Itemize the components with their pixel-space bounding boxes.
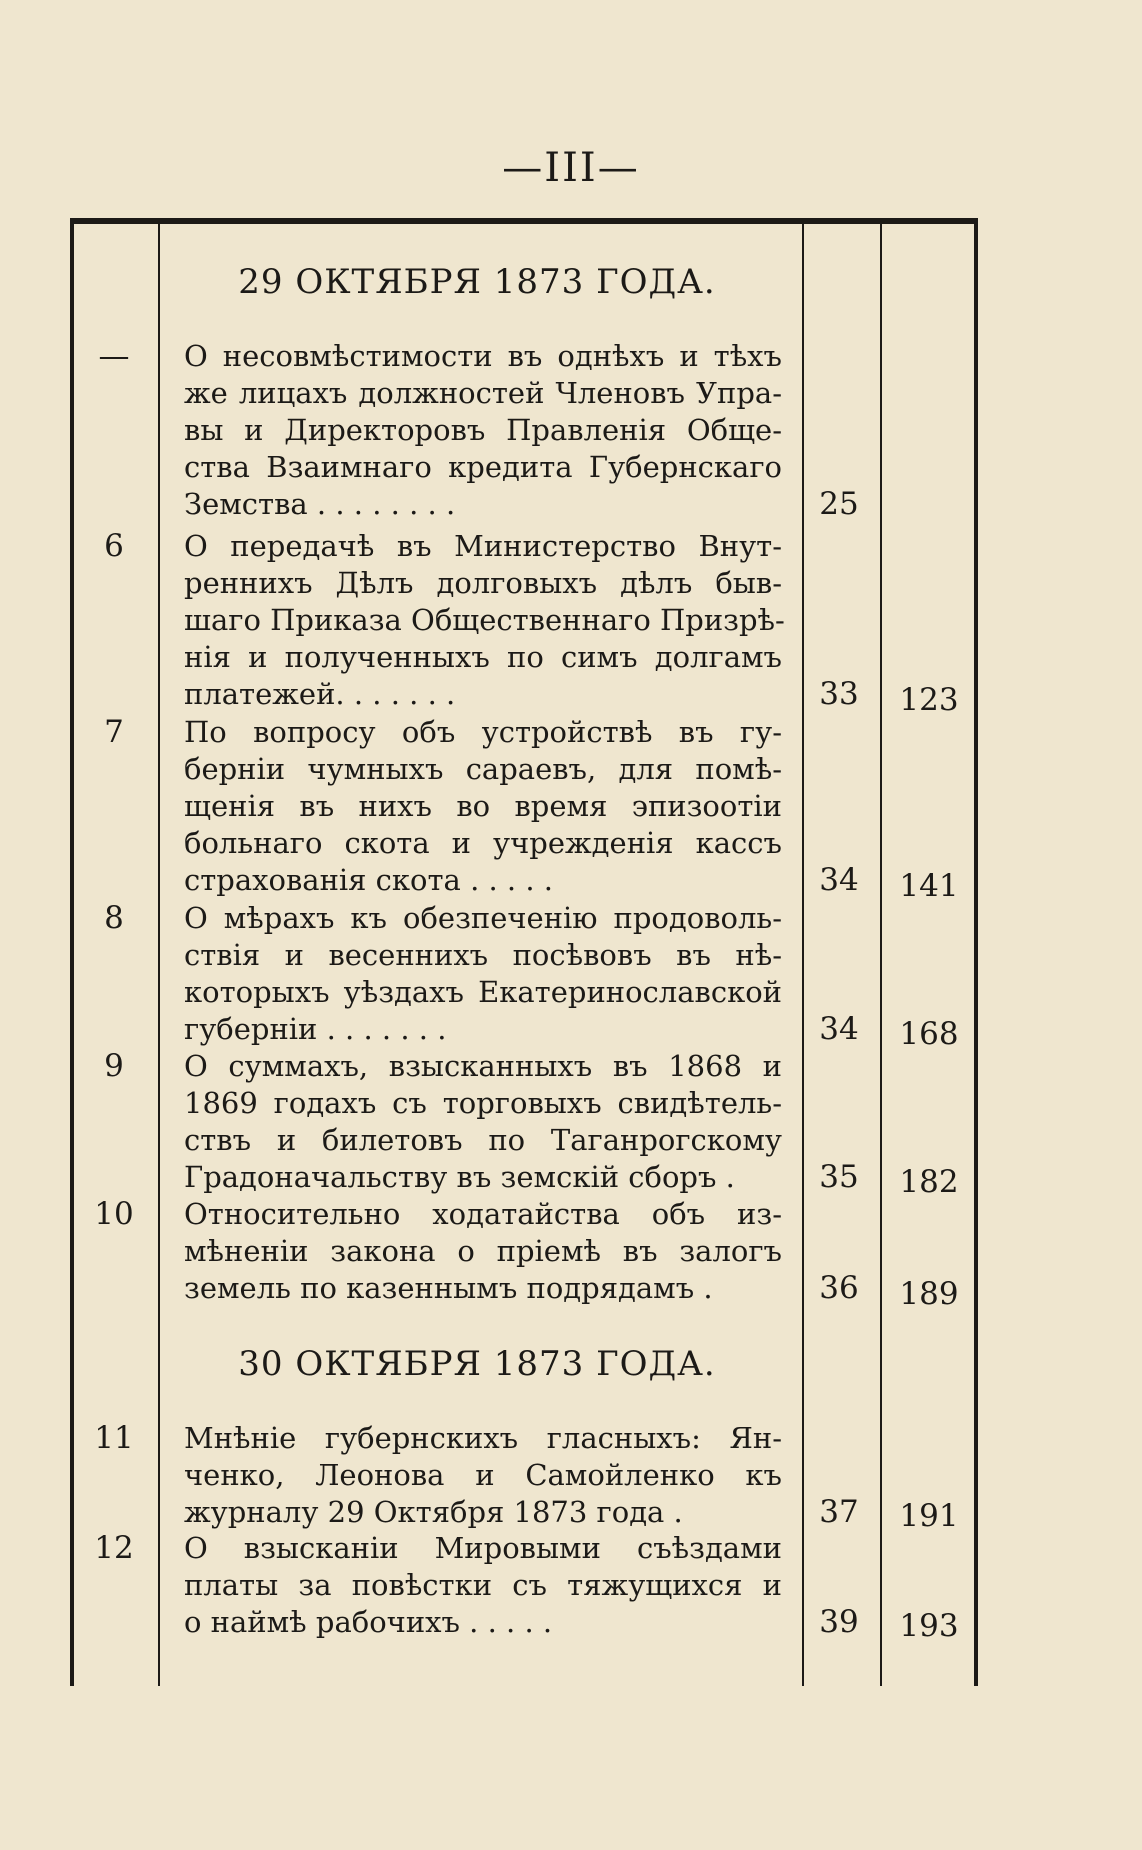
entry-line: платы за повѣстки съ тяжущихся и bbox=[184, 1568, 782, 1602]
entry-line: О несовмѣстимости въ однѣхъ и тѣхъ bbox=[184, 339, 782, 373]
entry-page2: 168 bbox=[899, 1016, 959, 1052]
entry-line: нія и полученныхъ по симъ долгамъ bbox=[184, 640, 782, 674]
entry-line: О суммахъ, взысканныхъ въ 1868 и bbox=[184, 1049, 782, 1083]
entry-line: 1869 годахъ съ торговыхъ свидѣтель- bbox=[184, 1086, 782, 1120]
section-heading-1: 29 ОКТЯБРЯ 1873 ГОДА. bbox=[238, 262, 716, 302]
entry-line: ства Взаимнаго кредита Губернскаго bbox=[184, 450, 782, 484]
entry-line: ствія и весеннихъ посѣвовъ въ нѣ- bbox=[184, 938, 782, 972]
entry-page2: 191 bbox=[899, 1498, 959, 1534]
entry-line: о наймѣ рабочихъ . . . . . bbox=[184, 1605, 553, 1639]
entry-number: 6 bbox=[104, 528, 124, 564]
entry-description bbox=[184, 1530, 782, 1641]
entry-line: О мѣрахъ къ обезпеченію продоволь- bbox=[184, 901, 782, 935]
entry-description bbox=[184, 1420, 782, 1531]
entry-page: 39 bbox=[819, 1604, 859, 1640]
entry-line: ствъ и билетовъ по Таганрогскому bbox=[184, 1123, 782, 1157]
entry-description bbox=[184, 338, 782, 523]
entry-description bbox=[184, 1196, 782, 1307]
right-border bbox=[974, 224, 978, 1686]
section-heading-2: 30 ОКТЯБРЯ 1873 ГОДА. bbox=[238, 1344, 716, 1384]
entry-line: же лицахъ должностей Членовъ Упра- bbox=[184, 376, 782, 410]
entry-description bbox=[184, 714, 782, 899]
entry-page2: 193 bbox=[899, 1608, 959, 1644]
entry-line: Земства . . . . . . . . bbox=[184, 487, 456, 521]
entry-number: 11 bbox=[94, 1420, 134, 1456]
entry-line: шаго Приказа Общественнаго Призрѣ- bbox=[184, 603, 785, 637]
entry-line: Мнѣніе губернскихъ гласныхъ: Ян- bbox=[184, 1421, 782, 1455]
entry-number: 10 bbox=[94, 1196, 134, 1232]
entry-page2: 141 bbox=[899, 868, 959, 904]
left-border bbox=[70, 224, 74, 1686]
entry-number: 7 bbox=[104, 714, 124, 750]
entry-line: щенія въ нихъ во время эпизоотіи bbox=[184, 789, 782, 823]
entry-line: которыхъ уѣздахъ Екатеринославской bbox=[184, 975, 782, 1009]
entry-number: 12 bbox=[94, 1530, 134, 1566]
entry-line: реннихъ Дѣлъ долговыхъ дѣлъ быв- bbox=[184, 566, 782, 600]
entry-line: О взысканіи Мировыми съѣздами bbox=[184, 1531, 782, 1565]
entry-number: 9 bbox=[104, 1048, 124, 1084]
entry-line: страхованія скота . . . . . bbox=[184, 863, 554, 897]
entry-page2: 123 bbox=[899, 682, 959, 718]
entry-line: О передачѣ въ Министерство Внут- bbox=[184, 529, 782, 563]
entry-page2: 182 bbox=[899, 1164, 959, 1200]
entry-description bbox=[184, 528, 785, 713]
entry-line: больнаго скота и учрежденія кассъ bbox=[184, 826, 782, 860]
entry-line: берніи чумныхъ сараевъ, для помѣ- bbox=[184, 752, 782, 786]
entry-page: 34 bbox=[819, 862, 859, 898]
entry-page: 33 bbox=[819, 676, 859, 712]
entry-page: 37 bbox=[819, 1494, 859, 1530]
entry-line: мѣненіи закона о пріемѣ въ залогъ bbox=[184, 1234, 782, 1268]
entry-line: Относительно ходатайства объ из- bbox=[184, 1197, 782, 1231]
entry-page: 36 bbox=[819, 1270, 859, 1306]
entry-line: Градоначальству въ земскій сборъ . bbox=[184, 1160, 735, 1194]
top-rule bbox=[70, 218, 978, 224]
entry-line: губерніи . . . . . . . bbox=[184, 1012, 447, 1046]
entry-page: 34 bbox=[819, 1011, 859, 1047]
page-number: —III— bbox=[502, 145, 640, 191]
number-column-divider bbox=[158, 224, 160, 1686]
entry-page: 35 bbox=[819, 1159, 859, 1195]
entry-number: 8 bbox=[104, 900, 124, 936]
entry-page: 25 bbox=[819, 486, 859, 522]
entry-page2: 189 bbox=[899, 1276, 959, 1312]
entry-line: земель по казеннымъ подрядамъ . bbox=[184, 1271, 713, 1305]
page2-column-divider bbox=[880, 224, 882, 1686]
entry-line: По вопросу объ устройствѣ въ гу- bbox=[184, 715, 782, 749]
page-column-divider bbox=[802, 224, 804, 1686]
entry-line: платежей. . . . . . . bbox=[184, 677, 456, 711]
entry-line: вы и Директоровъ Правленія Обще- bbox=[184, 413, 782, 447]
entry-number: — bbox=[98, 338, 130, 374]
entry-description bbox=[184, 900, 782, 1048]
entry-line: ченко, Леонова и Самойленко къ bbox=[184, 1458, 782, 1492]
entry-description bbox=[184, 1048, 782, 1196]
entry-line: журналу 29 Октября 1873 года . bbox=[184, 1495, 683, 1529]
